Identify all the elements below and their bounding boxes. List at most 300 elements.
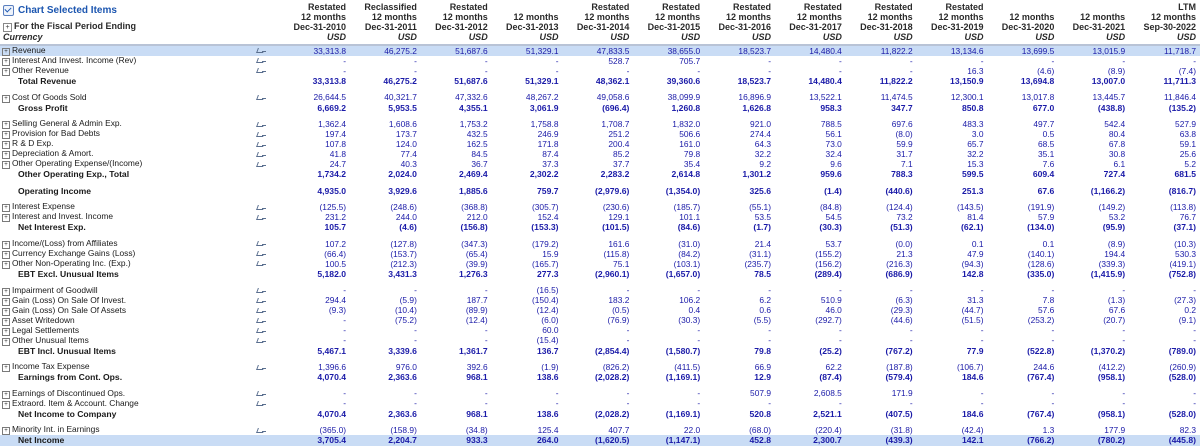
value-cell[interactable]: 46,275.2	[383, 76, 417, 86]
value-cell[interactable]: 3,339.6	[388, 345, 417, 356]
value-cell[interactable]: -	[555, 66, 559, 76]
value-cell[interactable]: (34.8)	[465, 425, 488, 436]
value-cell[interactable]: (816.7)	[1168, 185, 1196, 196]
value-cell[interactable]: (438.8)	[1097, 102, 1126, 113]
value-cell[interactable]: 53.2	[1108, 212, 1126, 223]
value-cell[interactable]: 38,655.0	[633, 45, 704, 56]
trend-chart-icon[interactable]	[256, 161, 266, 169]
value-cell[interactable]: 171.8	[537, 139, 559, 149]
value-cell[interactable]: 77.9	[966, 345, 984, 356]
value-cell[interactable]: (958.1)	[1097, 372, 1126, 383]
value-cell[interactable]: -	[343, 335, 347, 346]
value-cell[interactable]: 57.9	[1038, 212, 1055, 223]
value-cell[interactable]: (1,354.0)	[665, 185, 701, 196]
value-cell[interactable]: (1,370.2)	[1090, 345, 1126, 356]
value-cell[interactable]: 15.9	[542, 248, 559, 259]
value-cell[interactable]: (55.1)	[749, 202, 772, 213]
chart-toggle-cell[interactable]	[242, 269, 279, 280]
value-cell[interactable]: 40.3	[400, 159, 417, 169]
value-cell[interactable]: -	[980, 56, 984, 66]
total-row[interactable]	[0, 269, 1200, 280]
value-cell[interactable]: -	[1122, 56, 1126, 66]
value-cell[interactable]: 6.2	[759, 295, 772, 306]
value-cell[interactable]: 51,329.1	[492, 45, 563, 56]
value-cell[interactable]: (767.4)	[1027, 372, 1055, 383]
value-cell[interactable]: (15.4)	[536, 335, 559, 346]
value-cell[interactable]: 0.1	[971, 238, 984, 249]
value-cell[interactable]: 0.4	[688, 305, 701, 316]
trend-chart-icon[interactable]	[256, 307, 266, 315]
value-cell[interactable]: -	[484, 66, 488, 76]
value-cell[interactable]: 80.4	[1108, 129, 1126, 139]
value-cell[interactable]: (89.9)	[465, 305, 488, 316]
value-cell[interactable]: (230.6)	[602, 202, 630, 213]
value-cell[interactable]: -	[555, 388, 559, 399]
value-cell[interactable]: -	[980, 285, 984, 296]
chart-toggle-cell[interactable]	[242, 372, 279, 383]
value-cell[interactable]: (42.4)	[961, 425, 984, 436]
value-cell[interactable]: (31.0)	[678, 238, 701, 249]
value-cell[interactable]: 1,832.0	[672, 119, 701, 129]
value-cell[interactable]: 138.6	[537, 372, 559, 383]
expand-row-icon[interactable]: +	[2, 391, 10, 399]
value-cell[interactable]: 727.4	[1103, 169, 1126, 180]
value-cell[interactable]: -	[626, 388, 630, 399]
value-cell[interactable]: 527.9	[1175, 119, 1196, 129]
column-header[interactable]	[633, 0, 704, 45]
chart-toggle-cell[interactable]	[242, 149, 279, 159]
value-cell[interactable]: 171.9	[891, 388, 913, 399]
value-cell[interactable]: 47,332.6	[455, 92, 488, 103]
value-cell[interactable]: -	[768, 56, 772, 66]
chart-toggle-cell[interactable]	[242, 186, 279, 197]
value-cell[interactable]: -	[343, 325, 347, 336]
value-cell[interactable]: 1,758.8	[530, 119, 559, 129]
value-cell[interactable]: (522.8)	[1027, 345, 1055, 356]
value-cell[interactable]: 32.4	[825, 149, 842, 159]
value-cell[interactable]: 18,523.7	[704, 45, 775, 56]
value-cell[interactable]: 9.6	[830, 159, 842, 169]
value-cell[interactable]: -	[909, 56, 913, 66]
line-item-row[interactable]	[0, 239, 1200, 249]
value-cell[interactable]: (51.3)	[890, 222, 913, 233]
value-cell[interactable]: (0.0)	[895, 238, 913, 249]
value-cell[interactable]: (113.8)	[1170, 202, 1196, 213]
value-cell[interactable]: 1,301.2	[742, 169, 772, 180]
value-cell[interactable]: (1,415.9)	[1090, 268, 1126, 279]
value-cell[interactable]: 407.7	[608, 425, 630, 436]
value-cell[interactable]: (8.9)	[1107, 66, 1126, 76]
value-cell[interactable]: 1,753.2	[459, 119, 488, 129]
value-cell[interactable]: 11,822.2	[846, 45, 917, 56]
value-cell[interactable]: (407.5)	[885, 408, 913, 419]
value-cell[interactable]: -	[697, 66, 701, 76]
chart-toggle-cell[interactable]	[242, 435, 279, 446]
value-cell[interactable]: 40,321.7	[384, 92, 417, 103]
value-cell[interactable]: 11,474.5	[880, 92, 913, 103]
value-cell[interactable]: 3,431.3	[388, 268, 417, 279]
value-cell[interactable]: 850.8	[961, 102, 984, 113]
value-cell[interactable]: 73.0	[825, 139, 842, 149]
value-cell[interactable]: (7.4)	[1178, 66, 1196, 76]
trend-chart-icon[interactable]	[256, 260, 266, 268]
value-cell[interactable]: (5.9)	[399, 295, 417, 306]
value-cell[interactable]: (51.5)	[961, 315, 984, 326]
chart-toggle-cell[interactable]	[242, 159, 279, 169]
value-cell[interactable]: 959.6	[820, 169, 842, 180]
expand-row-icon[interactable]: +	[2, 58, 10, 66]
expand-row-icon[interactable]: +	[2, 261, 10, 269]
value-cell[interactable]: -	[1193, 56, 1196, 66]
value-cell[interactable]: 22.0	[683, 425, 701, 436]
value-cell[interactable]: -	[343, 66, 347, 76]
total-row[interactable]	[0, 169, 1200, 180]
value-cell[interactable]: (235.7)	[744, 258, 772, 269]
expand-row-icon[interactable]: +	[2, 48, 10, 56]
value-cell[interactable]: 64.3	[754, 139, 772, 149]
value-cell[interactable]: 11,822.2	[879, 76, 913, 86]
value-cell[interactable]: 244.0	[395, 212, 417, 223]
value-cell[interactable]: 63.8	[1179, 129, 1196, 139]
value-cell[interactable]: (6.0)	[541, 315, 559, 326]
value-cell[interactable]: 251.3	[961, 185, 984, 196]
value-cell[interactable]: -	[414, 285, 417, 296]
value-cell[interactable]: (87.4)	[819, 372, 842, 383]
expand-row-icon[interactable]: +	[2, 251, 10, 259]
value-cell[interactable]: (128.6)	[1027, 258, 1055, 269]
value-cell[interactable]: (106.7)	[956, 362, 984, 372]
value-cell[interactable]: (44.6)	[890, 315, 913, 326]
value-cell[interactable]: 36.7	[471, 159, 488, 169]
value-cell[interactable]: -	[909, 285, 913, 296]
value-cell[interactable]: -	[626, 335, 630, 346]
line-item-row[interactable]	[0, 159, 1200, 169]
value-cell[interactable]: (411.5)	[674, 362, 701, 372]
value-cell[interactable]: -	[484, 388, 488, 399]
value-cell[interactable]: (9.1)	[1178, 315, 1196, 326]
value-cell[interactable]: (826.2)	[602, 362, 630, 372]
value-cell[interactable]: 32.2	[967, 149, 984, 159]
value-cell[interactable]: -	[697, 398, 701, 409]
value-cell[interactable]: 37.7	[613, 159, 630, 169]
value-cell[interactable]: (156.2)	[815, 258, 842, 269]
value-cell[interactable]: 177.9	[1104, 425, 1126, 436]
chart-toggle-cell[interactable]	[242, 346, 279, 357]
value-cell[interactable]: 0.6	[759, 305, 772, 316]
value-cell[interactable]: -	[484, 285, 488, 296]
value-cell[interactable]: 7.8	[1042, 295, 1055, 306]
value-cell[interactable]: -	[909, 398, 913, 409]
chart-toggle-cell[interactable]	[242, 316, 279, 326]
value-cell[interactable]: (156.8)	[460, 222, 488, 233]
value-cell[interactable]: 759.7	[537, 185, 559, 196]
value-cell[interactable]: 11,846.4	[1164, 92, 1196, 103]
value-cell[interactable]: 35.1	[1038, 149, 1055, 159]
value-cell[interactable]: 125.4	[537, 425, 559, 436]
value-cell[interactable]: 46.0	[825, 305, 842, 316]
chart-toggle-cell[interactable]	[242, 93, 279, 103]
value-cell[interactable]: -	[343, 315, 347, 326]
value-cell[interactable]: (95.9)	[1102, 222, 1126, 233]
value-cell[interactable]: 788.5	[820, 119, 842, 129]
value-cell[interactable]: 2,024.0	[388, 169, 417, 180]
expand-row-icon[interactable]: +	[2, 364, 10, 372]
value-cell[interactable]: -	[414, 325, 417, 336]
line-item-row[interactable]	[0, 336, 1200, 346]
value-cell[interactable]: 12.9	[754, 372, 772, 383]
value-cell[interactable]: (335.0)	[1027, 268, 1055, 279]
value-cell[interactable]: (766.2)	[988, 435, 1059, 446]
value-cell[interactable]: 46,275.2	[350, 45, 421, 56]
value-cell[interactable]: (20.7)	[1103, 315, 1126, 326]
value-cell[interactable]: 138.6	[537, 408, 559, 419]
expand-row-icon[interactable]: +	[2, 151, 10, 159]
value-cell[interactable]: 392.6	[466, 362, 488, 372]
value-cell[interactable]: (686.9)	[885, 268, 913, 279]
value-cell[interactable]: -	[484, 398, 488, 409]
line-item-row[interactable]	[0, 56, 1200, 66]
value-cell[interactable]: 274.4	[750, 129, 772, 139]
value-cell[interactable]: -	[1193, 335, 1196, 346]
line-item-row[interactable]	[0, 119, 1200, 129]
value-cell[interactable]: (216.3)	[886, 258, 913, 269]
value-cell[interactable]: 54.5	[825, 212, 842, 223]
value-cell[interactable]: 78.5	[754, 268, 772, 279]
chart-toggle-cell[interactable]	[242, 249, 279, 259]
value-cell[interactable]: 81.4	[967, 212, 984, 223]
expand-all-icon[interactable]: +	[3, 23, 12, 32]
trend-chart-icon[interactable]	[256, 214, 266, 222]
value-cell[interactable]: -	[1051, 56, 1055, 66]
value-cell[interactable]: -	[839, 325, 842, 336]
value-cell[interactable]: -	[1193, 325, 1196, 336]
value-cell[interactable]: -	[414, 56, 417, 66]
value-cell[interactable]: (292.7)	[815, 315, 842, 326]
expand-row-icon[interactable]: +	[2, 288, 10, 296]
value-cell[interactable]: 13,522.1	[809, 92, 842, 103]
value-cell[interactable]: (143.5)	[956, 202, 984, 213]
expand-row-icon[interactable]: +	[2, 141, 10, 149]
value-cell[interactable]: 933.3	[421, 435, 492, 446]
value-cell[interactable]: 14,480.4	[775, 45, 846, 56]
value-cell[interactable]: 2,614.8	[671, 169, 701, 180]
value-cell[interactable]: 2,283.2	[600, 169, 630, 180]
line-item-row[interactable]	[0, 129, 1200, 139]
value-cell[interactable]: 976.0	[395, 362, 417, 372]
line-item-row[interactable]	[0, 139, 1200, 149]
value-cell[interactable]: (368.8)	[461, 202, 488, 213]
value-cell[interactable]: (212.3)	[390, 258, 417, 269]
value-cell[interactable]: 497.7	[1033, 119, 1055, 129]
value-cell[interactable]: 11,718.7	[1129, 45, 1200, 56]
value-cell[interactable]: (1,620.5)	[563, 435, 634, 446]
column-header[interactable]	[350, 0, 421, 45]
value-cell[interactable]: (9.3)	[328, 305, 347, 316]
value-cell[interactable]: -	[1193, 388, 1196, 399]
line-item-row[interactable]	[0, 306, 1200, 316]
value-cell[interactable]: -	[414, 398, 417, 409]
value-cell[interactable]: (127.8)	[390, 238, 417, 249]
value-cell[interactable]: -	[626, 398, 630, 409]
value-cell[interactable]: 33,313.8	[279, 45, 350, 56]
value-cell[interactable]: 520.8	[749, 408, 772, 419]
value-cell[interactable]: (135.2)	[1168, 102, 1196, 113]
value-cell[interactable]: (10.3)	[1174, 238, 1196, 249]
value-cell[interactable]: 5,182.0	[317, 268, 347, 279]
value-cell[interactable]: 24.7	[329, 159, 347, 169]
line-item-row[interactable]	[0, 316, 1200, 326]
value-cell[interactable]: (1,580.7)	[665, 345, 701, 356]
total-row[interactable]	[0, 346, 1200, 357]
value-cell[interactable]: 452.8	[704, 435, 775, 446]
trend-chart-icon[interactable]	[256, 151, 266, 159]
value-cell[interactable]: 77.4	[400, 149, 417, 159]
value-cell[interactable]: (66.4)	[324, 248, 347, 259]
value-cell[interactable]: 528.7	[608, 56, 630, 66]
value-cell[interactable]: (165.7)	[531, 258, 559, 269]
value-cell[interactable]: 542.4	[1104, 119, 1126, 129]
value-cell[interactable]: (101.5)	[602, 222, 630, 233]
value-cell[interactable]: -	[1051, 398, 1055, 409]
value-cell[interactable]: -	[697, 285, 701, 296]
value-cell[interactable]: (752.8)	[1168, 268, 1196, 279]
value-cell[interactable]: 85.2	[613, 149, 630, 159]
value-cell[interactable]: 161.6	[608, 238, 630, 249]
value-cell[interactable]: 1,362.4	[318, 119, 347, 129]
value-cell[interactable]: 3.0	[971, 129, 984, 139]
value-cell[interactable]: 184.6	[961, 372, 984, 383]
value-cell[interactable]: 507.9	[750, 388, 772, 399]
value-cell[interactable]: 3,705.4	[279, 435, 350, 446]
value-cell[interactable]: 1.3	[1042, 425, 1055, 436]
column-header[interactable]	[421, 0, 492, 45]
value-cell[interactable]: -	[1051, 388, 1055, 399]
value-cell[interactable]: 53.7	[825, 238, 842, 249]
value-cell[interactable]: 4,935.0	[317, 185, 347, 196]
value-cell[interactable]: -	[555, 56, 559, 66]
value-cell[interactable]: 66.9	[754, 362, 772, 372]
value-cell[interactable]: (124.4)	[886, 202, 913, 213]
trend-chart-icon[interactable]	[256, 327, 266, 335]
value-cell[interactable]: -	[909, 335, 913, 346]
value-cell[interactable]: (153.3)	[531, 222, 559, 233]
value-cell[interactable]: (155.2)	[815, 248, 842, 259]
chart-toggle-cell[interactable]	[242, 259, 279, 269]
value-cell[interactable]: (696.4)	[602, 102, 630, 113]
value-cell[interactable]: 697.6	[891, 119, 913, 129]
value-cell[interactable]: (62.1)	[961, 222, 984, 233]
value-cell[interactable]: (260.9)	[1169, 362, 1196, 372]
value-cell[interactable]: 13,445.7	[1092, 92, 1126, 103]
value-cell[interactable]: (8.0)	[895, 129, 913, 139]
value-cell[interactable]: 277.3	[537, 268, 559, 279]
column-header[interactable]	[704, 0, 775, 45]
value-cell[interactable]: 57.6	[1038, 305, 1055, 316]
expand-row-icon[interactable]: +	[2, 204, 10, 212]
chart-toggle-cell[interactable]	[242, 409, 279, 420]
value-cell[interactable]: 48,362.1	[595, 76, 630, 86]
value-cell[interactable]: -	[768, 335, 772, 346]
value-cell[interactable]: (158.9)	[390, 425, 417, 436]
line-item-row[interactable]	[0, 362, 1200, 372]
value-cell[interactable]: -	[768, 66, 772, 76]
value-cell[interactable]: 2,521.1	[813, 408, 842, 419]
expand-row-icon[interactable]: +	[2, 318, 10, 326]
value-cell[interactable]: 5,467.1	[317, 345, 347, 356]
trend-chart-icon[interactable]	[256, 297, 266, 305]
trend-chart-icon[interactable]	[256, 337, 266, 345]
value-cell[interactable]: (191.9)	[1027, 202, 1055, 213]
value-cell[interactable]: 7.1	[901, 159, 913, 169]
value-cell[interactable]: 142.1	[917, 435, 988, 446]
chart-toggle-cell[interactable]	[242, 76, 279, 87]
value-cell[interactable]: 1,626.8	[742, 102, 772, 113]
expand-row-icon[interactable]: +	[2, 131, 10, 139]
value-cell[interactable]: (150.4)	[531, 295, 559, 306]
value-cell[interactable]: -	[343, 388, 347, 399]
value-cell[interactable]: (789.0)	[1168, 345, 1196, 356]
value-cell[interactable]: 1,885.6	[459, 185, 488, 196]
value-cell[interactable]: 4,070.4	[317, 372, 347, 383]
value-cell[interactable]: 13,150.9	[950, 76, 984, 86]
value-cell[interactable]: 100.5	[325, 258, 347, 269]
value-cell[interactable]: -	[839, 285, 842, 296]
value-cell[interactable]: 13,017.8	[1021, 92, 1055, 103]
value-cell[interactable]: 197.4	[325, 129, 347, 139]
value-cell[interactable]: 129.1	[608, 212, 630, 223]
value-cell[interactable]: 3,929.6	[388, 185, 417, 196]
value-cell[interactable]: (84.8)	[819, 202, 842, 213]
value-cell[interactable]: -	[697, 325, 701, 336]
value-cell[interactable]: (347.3)	[461, 238, 488, 249]
value-cell[interactable]: 246.9	[537, 129, 559, 139]
value-cell[interactable]: -	[697, 388, 701, 399]
column-header[interactable]	[1129, 0, 1200, 45]
value-cell[interactable]: (140.1)	[1027, 248, 1055, 259]
expand-row-icon[interactable]: +	[2, 161, 10, 169]
expand-row-icon[interactable]: +	[2, 241, 10, 249]
value-cell[interactable]: (528.0)	[1168, 372, 1196, 383]
value-cell[interactable]: -	[980, 325, 984, 336]
value-cell[interactable]: 41.8	[329, 149, 347, 159]
value-cell[interactable]: (767.2)	[885, 345, 913, 356]
value-cell[interactable]: (1.9)	[541, 362, 559, 372]
value-cell[interactable]: 107.2	[325, 238, 347, 249]
value-cell[interactable]: (25.2)	[819, 345, 842, 356]
value-cell[interactable]: -	[980, 398, 984, 409]
value-cell[interactable]: 212.0	[466, 212, 488, 223]
total-row[interactable]	[0, 372, 1200, 383]
value-cell[interactable]: 59.9	[896, 139, 913, 149]
value-cell[interactable]: (220.4)	[815, 425, 842, 436]
expand-row-icon[interactable]: +	[2, 95, 10, 103]
value-cell[interactable]: (103.1)	[673, 258, 701, 269]
value-cell[interactable]: (37.1)	[1173, 222, 1196, 233]
value-cell[interactable]: -	[909, 66, 913, 76]
value-cell[interactable]: 75.1	[613, 258, 630, 269]
chart-selected-items-button[interactable]	[3, 5, 275, 16]
line-item-row[interactable]	[0, 389, 1200, 399]
value-cell[interactable]: 161.0	[679, 139, 701, 149]
value-cell[interactable]: 38,099.9	[667, 92, 701, 103]
chart-toggle-cell[interactable]	[242, 326, 279, 336]
value-cell[interactable]: -	[484, 56, 488, 66]
chart-toggle-cell[interactable]	[242, 239, 279, 249]
line-item-row[interactable]	[0, 149, 1200, 159]
value-cell[interactable]: (84.6)	[677, 222, 701, 233]
total-row[interactable]	[0, 222, 1200, 233]
value-cell[interactable]: 31.7	[896, 149, 913, 159]
